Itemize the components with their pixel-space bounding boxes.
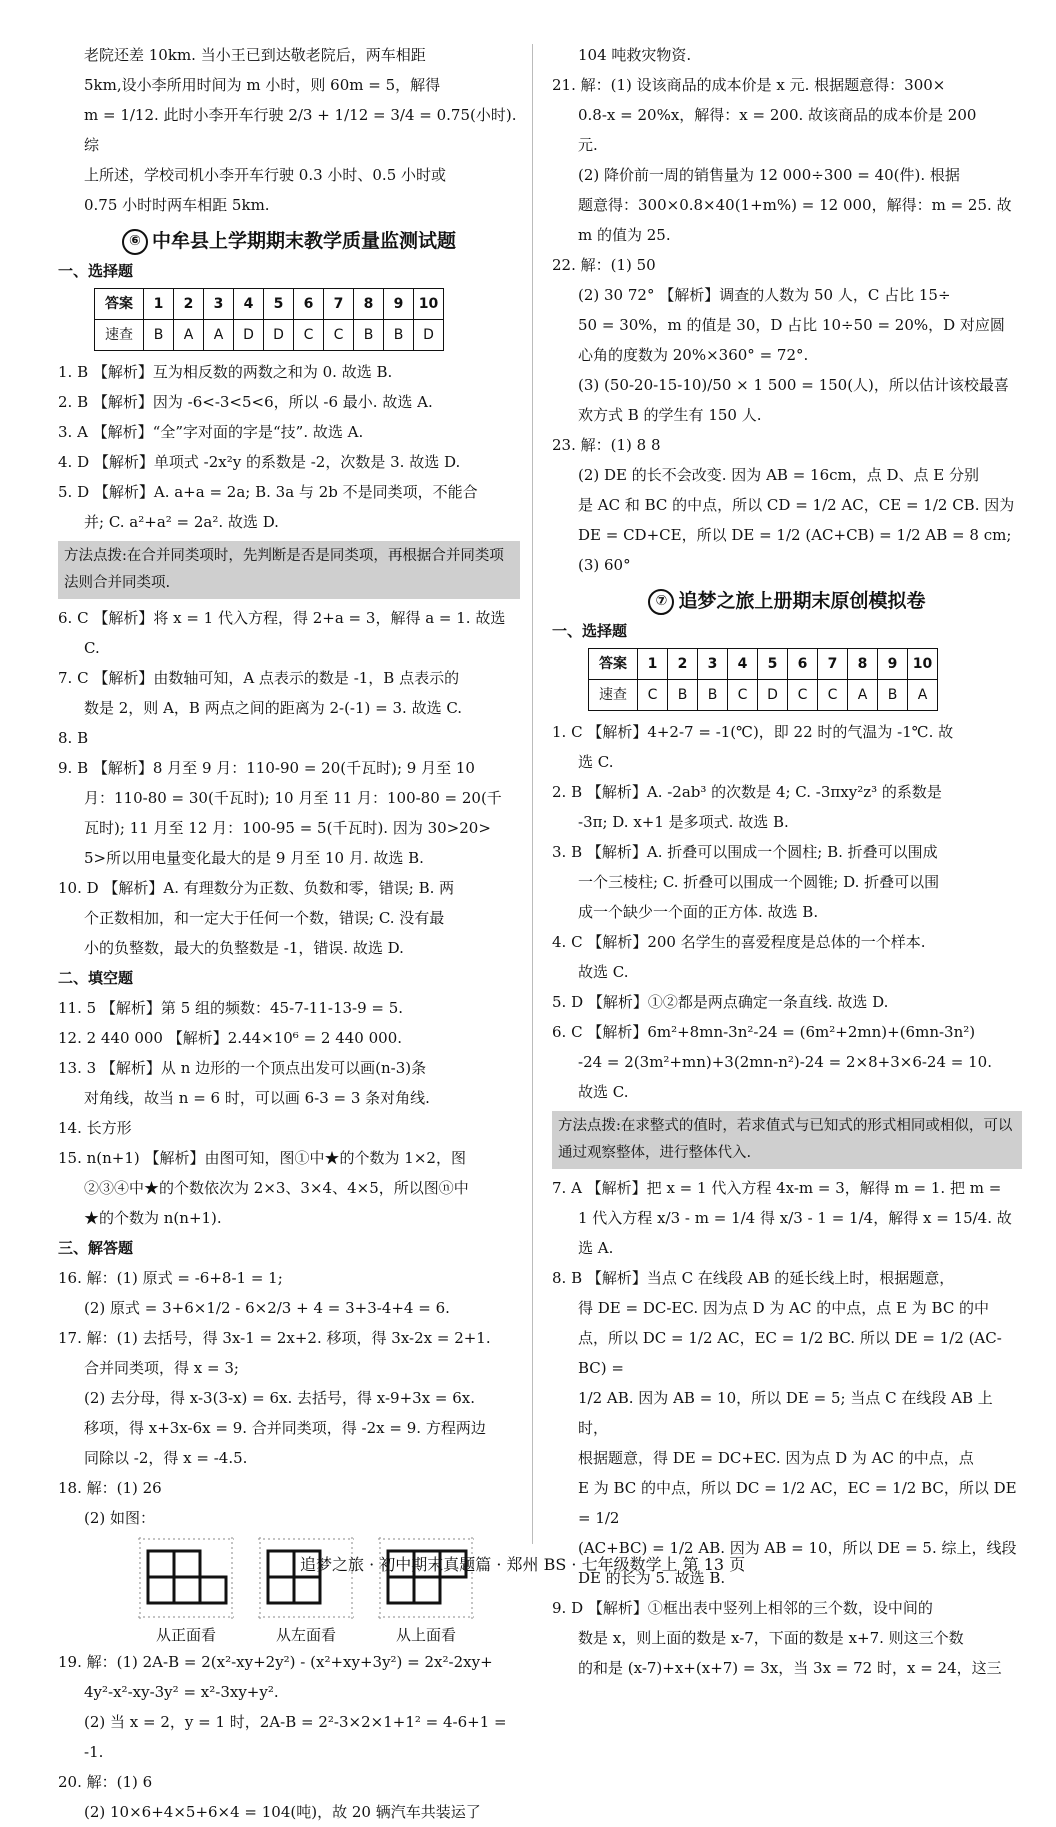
table-cell: 10 — [908, 649, 938, 680]
answer-line: 12. 2 440 000 【解析】2.44×10⁶ = 2 440 000. — [58, 1029, 403, 1047]
part-heading: 二、填空题 — [58, 969, 134, 987]
intro-block — [58, 40, 520, 220]
answer-line: (AC+BC) = 1/2 AB. 因为 AB = 10，所以 DE = 5. 综上，线段 — [578, 1539, 1017, 1557]
table-cell: D — [758, 680, 788, 711]
table-cell: 速查 — [95, 320, 144, 351]
answer-line: (2) 原式 = 3+6×1/2 - 6×2/3 + 4 = 3+3-4+4 = 6. — [84, 1299, 450, 1317]
table-cell: 3 — [204, 289, 234, 320]
answer-table-header — [95, 289, 444, 320]
part-heading: 一、选择题 — [552, 622, 628, 640]
table-cell: B — [698, 680, 728, 711]
answer-line: 21. 解：(1) 设该商品的成本价是 x 元. 根据题意得：300× — [552, 76, 946, 94]
answers-block — [58, 993, 520, 1233]
answer-line: m 的值为 25. — [578, 226, 671, 244]
section-title-text: 中牟县上学期期末教学质量监测试题 — [151, 230, 456, 252]
figure-caption: 从左面看 — [275, 1626, 336, 1644]
front-view-figure — [138, 1537, 234, 1647]
answer-line: C. — [84, 639, 100, 657]
answer-line: 8. B — [58, 729, 89, 747]
answer-line: (2) 如图： — [84, 1509, 156, 1527]
answer-line: 2. B 【解析】A. -2ab³ 的次数是 4; C. -3πxy²z³ 的系数是 — [552, 783, 942, 801]
answer-line: 4. C 【解析】200 名学生的喜爱程度是总体的一个样本. — [552, 933, 926, 951]
figure-caption: 从正面看 — [155, 1626, 216, 1644]
table-cell: 6 — [294, 289, 324, 320]
answer-line: 得 DE = DC-EC. 因为点 D 为 AC 的中点，点 E 为 BC 的中 — [578, 1299, 990, 1317]
part-heading: 三、解答题 — [58, 1239, 134, 1257]
answer-line: 1/2 AB. 因为 AB = 10，所以 DE = 5; 当点 C 在线段 AB 上时， — [578, 1389, 993, 1437]
table-cell: 7 — [818, 649, 848, 680]
section-number: ⑦ — [648, 589, 674, 615]
answer-line: 19. 解：(1) 2A-B = 2(x²-xy+2y²) - (x²+xy+3y²) = 2x²-2xy+ — [58, 1653, 493, 1671]
part-heading: 一、选择题 — [58, 262, 134, 280]
answer-line: 个正数相加，和一定大于任何一个数，错误; C. 没有最 — [84, 909, 445, 927]
answer-line: (2) DE 的长不会改变. 因为 AB = 16cm，点 D、点 E 分别 — [578, 466, 980, 484]
table-cell: 1 — [144, 289, 174, 320]
front-view-grid — [138, 1537, 234, 1619]
table-cell: A — [204, 320, 234, 351]
table-cell: 8 — [354, 289, 384, 320]
answer-line: 故选 C. — [578, 1083, 629, 1101]
answer-line: 根据题意，得 DE = DC+EC. 因为点 D 为 AC 的中点，点 — [578, 1449, 974, 1467]
answer-table — [94, 288, 444, 351]
answer-line: 14. 长方形 — [58, 1119, 132, 1137]
table-cell: A — [848, 680, 878, 711]
text-line: m = 1/12. 此时小李开车行驶 2/3 + 1/12 = 3/4 = 0.75(小时). 综 — [84, 106, 517, 154]
method-tip-box: 方法点拨:在合并同类项时，先判断是否是同类项，再根据合并同类项法则合并同类项. — [58, 541, 520, 599]
table-cell: 7 — [324, 289, 354, 320]
answer-line: 0.8-x = 20%x，解得：x = 200. 故该商品的成本价是 200 — [578, 106, 977, 124]
table-cell: 速查 — [589, 680, 638, 711]
table-cell: 8 — [848, 649, 878, 680]
answer-line: 8. B 【解析】当点 C 在线段 AB 的延长线上时，根据题意， — [552, 1269, 955, 1287]
answer-line: DE 的长为 5. 故选 B. — [578, 1569, 726, 1587]
table-cell: 4 — [234, 289, 264, 320]
table-cell: 1 — [638, 649, 668, 680]
table-cell: B — [878, 680, 908, 711]
answer-line: 6. C 【解析】6m²+8mn-3n²-24 = (6m²+2mn)+(6mn-3n²) — [552, 1023, 976, 1041]
answers-block — [58, 1263, 520, 1533]
table-cell: 5 — [264, 289, 294, 320]
answers-block — [552, 40, 1022, 580]
answer-line: 104 吨救灾物资. — [578, 46, 692, 64]
answer-line: 6. C 【解析】将 x = 1 代入方程，得 2+a = 3，解得 a = 1. 故选 — [58, 609, 506, 627]
answer-line: ★的个数为 n(n+1). — [84, 1209, 222, 1227]
answers-block — [552, 717, 1022, 1107]
table-cell: 答案 — [589, 649, 638, 680]
answer-line: 20. 解：(1) 6 — [58, 1773, 153, 1791]
answer-line: 是 AC 和 BC 的中点，所以 CD = 1/2 AC，CE = 1/2 CB. 因为 — [578, 496, 1015, 514]
answer-line: 5. D 【解析】A. a+a = 2a; B. 3a 与 2b 不是同类项，不能合 — [58, 483, 478, 501]
table-cell: C — [788, 680, 818, 711]
answer-line: 题意得：300×0.8×40(1+m%) = 12 000，解得：m = 25. 故 — [578, 196, 1012, 214]
answer-line: 月：110-80 = 30(千瓦时); 10 月至 11 月：100-80 = 20(千 — [84, 789, 502, 807]
top-view-grid — [378, 1537, 474, 1619]
answer-line: 7. A 【解析】把 x = 1 代入方程 4x-m = 3，解得 m = 1. 把 m = — [552, 1179, 1002, 1197]
figure-caption: 从上面看 — [395, 1626, 456, 1644]
answer-line: 11. 5 【解析】第 5 组的频数：45-7-11-13-9 = 5. — [58, 999, 404, 1017]
answer-line: 16. 解：(1) 原式 = -6+8-1 = 1; — [58, 1269, 283, 1287]
answer-line: 移项，得 x+3x-6x = 9. 合并同类项，得 -2x = 9. 方程两边 — [84, 1419, 486, 1437]
answer-line: 的和是 (x-7)+x+(x+7) = 3x，当 3x = 72 时，x = 24，这三 — [578, 1659, 1002, 1677]
table-cell: A — [908, 680, 938, 711]
table-cell: 10 — [414, 289, 444, 320]
answer-line: 5>所以用电量变化最大的是 9 月至 10 月. 故选 B. — [84, 849, 424, 867]
text-line: 0.75 小时时两车相距 5km. — [84, 196, 270, 214]
table-cell: B — [144, 320, 174, 351]
section-title-text: 追梦之旅上册期末原创模拟卷 — [678, 590, 926, 612]
answer-line: (3) (50-20-15-10)/50 × 1 500 = 150(人)，所以估计该校最喜 — [578, 376, 1009, 394]
table-cell: D — [414, 320, 444, 351]
table-cell: D — [264, 320, 294, 351]
table-cell: B — [354, 320, 384, 351]
answer-line: 18. 解：(1) 26 — [58, 1479, 162, 1497]
answer-line: 一个三棱柱; C. 折叠可以围成一个圆锥; D. 折叠可以围 — [578, 873, 940, 891]
answer-line: 并; C. a²+a² = 2a². 故选 D. — [84, 513, 279, 531]
answer-line: 23. 解：(1) 8 8 — [552, 436, 661, 454]
answer-line: 17. 解：(1) 去括号，得 3x-1 = 2x+2. 移项，得 3x-2x = 2+1. — [58, 1329, 491, 1347]
page-footer: 追梦之旅 · 初中期末真题篇 · 郑州 BS · 七年级数学上 第 13 页 — [300, 1555, 746, 1574]
answers-block — [58, 1647, 520, 1827]
method-tip-box: 方法点拨:在求整式的值时，若求值式与已知式的形式相同或相似，可以通过观察整体，进行整体代入. — [552, 1111, 1022, 1169]
table-cell: 3 — [698, 649, 728, 680]
answer-line: -1. — [84, 1743, 104, 1761]
answer-line: 9. B 【解析】8 月至 9 月：110-90 = 20(千瓦时); 9 月至 10 — [58, 759, 475, 777]
answer-line: 9. D 【解析】①框出表中竖列上相邻的三个数，设中间的 — [552, 1599, 933, 1617]
answer-line: 1. B 【解析】互为相反数的两数之和为 0. 故选 B. — [58, 363, 393, 381]
answer-line: 4y²-x²-xy-3y² = x²-3xy+y². — [84, 1683, 279, 1701]
answer-line: (2) 10×6+4×5+6×4 = 104(吨)，故 20 辆汽车共装运了 — [84, 1803, 481, 1821]
table-cell: 9 — [878, 649, 908, 680]
answers-block — [58, 357, 520, 537]
table-cell: C — [638, 680, 668, 711]
answer-line: 数是 2，则 A，B 两点之间的距离为 2-(-1) = 3. 故选 C. — [84, 699, 463, 717]
answer-line: 故选 C. — [578, 963, 629, 981]
answer-line: 1. C 【解析】4+2-7 = -1(℃)，即 22 时的气温为 -1℃. 故 — [552, 723, 954, 741]
answer-line: 15. n(n+1) 【解析】由图可知，图①中★的个数为 1×2，图 — [58, 1149, 466, 1167]
table-cell: B — [668, 680, 698, 711]
answer-line: E 为 BC 的中点，所以 DC = 1/2 AC，EC = 1/2 BC，所以 DE = 1/2 — [578, 1479, 1017, 1527]
table-cell: C — [294, 320, 324, 351]
table-cell: 9 — [384, 289, 414, 320]
text-line: 上所述，学校司机小李开车行驶 0.3 小时、0.5 小时或 — [84, 166, 447, 184]
answer-line: 瓦时); 11 月至 12 月：100-95 = 5(千瓦时). 因为 30>20> — [84, 819, 491, 837]
answer-line: 同除以 -2，得 x = -4.5. — [84, 1449, 248, 1467]
left-view-grid — [258, 1537, 354, 1619]
answer-table — [588, 648, 938, 711]
answer-line: 2. B 【解析】因为 -6<-3<5<6，所以 -6 最小. 故选 A. — [58, 393, 433, 411]
table-cell: C — [324, 320, 354, 351]
answer-line: 5. D 【解析】①②都是两点确定一条直线. 故选 D. — [552, 993, 889, 1011]
table-cell: D — [234, 320, 264, 351]
table-cell: 4 — [728, 649, 758, 680]
answer-line: 点，所以 DC = 1/2 AC，EC = 1/2 BC. 所以 DE = 1/2 (AC-BC) = — [578, 1329, 1002, 1377]
table-cell: B — [384, 320, 414, 351]
answer-table-header — [589, 649, 938, 680]
right-column — [552, 40, 1022, 1683]
answer-line: 3. A 【解析】“全”字对面的字是“技”. 故选 A. — [58, 423, 364, 441]
answer-line: 对角线，故当 n = 6 时，可以画 6-3 = 3 条对角线. — [84, 1089, 430, 1107]
column-divider — [532, 44, 533, 1544]
answer-line: DE = CD+CE，所以 DE = 1/2 (AC+CB) = 1/2 AB = 8 cm; — [578, 526, 1012, 544]
table-cell: 6 — [788, 649, 818, 680]
answer-line: (2) 降价前一周的销售量为 12 000÷300 = 40(件). 根据 — [578, 166, 960, 184]
answer-line: 数是 x，则上面的数是 x-7，下面的数是 x+7. 则这三个数 — [578, 1629, 964, 1647]
answer-line: 1 代入方程 x/3 - m = 1/4 得 x/3 - 1 = 1/4，解得 x = 15/4. 故选 A. — [578, 1209, 1012, 1257]
answer-line: -3π; D. x+1 是多项式. 故选 B. — [578, 813, 789, 831]
section-title-6 — [58, 226, 520, 256]
answer-line: 10. D 【解析】A. 有理数分为正数、负数和零，错误; B. 两 — [58, 879, 455, 897]
answer-line: (3) 60° — [578, 556, 631, 574]
answer-line: 小的负整数，最大的负整数是 -1，错误. 故选 D. — [84, 939, 404, 957]
table-cell: 答案 — [95, 289, 144, 320]
answer-line: 22. 解：(1) 50 — [552, 256, 656, 274]
answer-line: 13. 3 【解析】从 n 边形的一个顶点出发可以画(n-3)条 — [58, 1059, 427, 1077]
answer-line: 4. D 【解析】单项式 -2x²y 的系数是 -2，次数是 3. 故选 D. — [58, 453, 461, 471]
answers-block — [552, 1173, 1022, 1683]
table-cell: C — [818, 680, 848, 711]
table-cell: C — [728, 680, 758, 711]
answer-line: 合并同类项，得 x = 3; — [84, 1359, 239, 1377]
table-cell: A — [174, 320, 204, 351]
answer-line: -24 = 2(3m²+mn)+3(2mn-n²)-24 = 2×8+3×6-24 = 10. — [578, 1053, 992, 1071]
text-line: 5km,设小李所用时间为 m 小时，则 60m = 5，解得 — [84, 76, 441, 94]
answer-line: ②③④中★的个数依次为 2×3、3×4、4×5，所以图ⓝ中 — [84, 1179, 469, 1197]
section-number: ⑥ — [122, 229, 148, 255]
text-line: 老院还差 10km. 当小王已到达敬老院后，两车相距 — [84, 46, 426, 64]
answer-line: 7. C 【解析】由数轴可知，A 点表示的数是 -1，B 点表示的 — [58, 669, 460, 687]
answer-table-row — [589, 680, 938, 711]
table-cell: 2 — [174, 289, 204, 320]
answer-line: 欢方式 B 的学生有 150 人. — [578, 406, 762, 424]
table-cell: 5 — [758, 649, 788, 680]
answer-table-row — [95, 320, 444, 351]
answer-line: (2) 30 72° 【解析】调查的人数为 50 人，C 占比 15÷ — [578, 286, 951, 304]
answer-line: 50 = 30%，m 的值是 30，D 占比 10÷50 = 20%，D 对应圆 — [578, 316, 1005, 334]
answer-line: 心角的度数为 20%×360° = 72°. — [578, 346, 809, 364]
answer-line: 选 C. — [578, 753, 614, 771]
table-cell: 2 — [668, 649, 698, 680]
answer-line: (2) 当 x = 2，y = 1 时，2A-B = 2²-3×2×1+1² = 4-6+1 = — [84, 1713, 507, 1731]
answer-line: 3. B 【解析】A. 折叠可以围成一个圆柱; B. 折叠可以围成 — [552, 843, 938, 861]
answers-block — [58, 603, 520, 963]
answer-line: 成一个缺少一个面的正方体. 故选 B. — [578, 903, 819, 921]
answer-line: (2) 去分母，得 x-3(3-x) = 6x. 去括号，得 x-9+3x = 6x. — [84, 1389, 476, 1407]
answer-line: 元. — [578, 136, 598, 154]
section-title-7 — [552, 586, 1022, 616]
